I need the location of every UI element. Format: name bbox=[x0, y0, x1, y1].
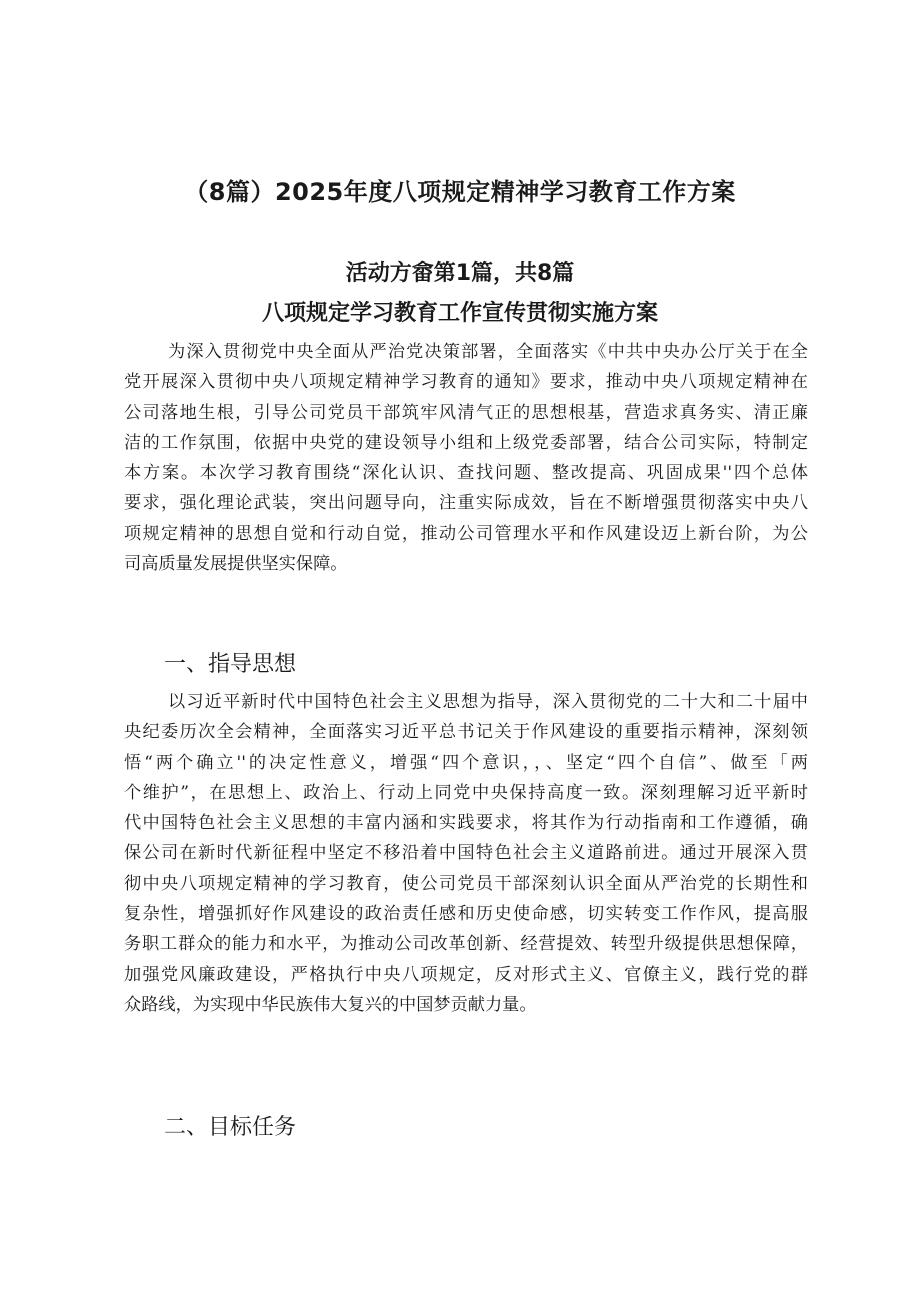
paragraph-line: 务职工群众的能力和水平，为推动公司改革创新、经营提效、转型升级提供思想保障， bbox=[124, 934, 808, 955]
paragraph-line: 复杂性，增强抓好作风建设的政治责任感和历史使命感，切实转变工作作风，提高服 bbox=[124, 904, 808, 925]
paragraph-line: 司高质量发展提供坚实保障。 bbox=[124, 554, 348, 575]
section-heading-objectives: 二、目标任务 bbox=[164, 1115, 297, 1140]
document-title: （8篇）2025年度八项规定精神学习教育工作方案 bbox=[184, 178, 736, 206]
paragraph-line: 众路线，为实现中华民族伟大复兴的中国梦贡献力量。 bbox=[124, 994, 537, 1015]
guiding-thought-paragraph bbox=[124, 687, 808, 1020]
section-heading-guiding-thought: 一、指导思想 bbox=[164, 652, 297, 677]
paragraph-line: 个维护”，在思想上、政治上、行动上同党中央保持高度一致。深刻理解习近平新时 bbox=[124, 782, 808, 803]
paragraph-line: 以习近平新时代中国特色社会主义思想为指导，深入贯彻党的二十大和二十届中 bbox=[168, 692, 808, 712]
paragraph-line: 央纪委历次全会精神，全面落实习近平总书记关于作风建设的重要指示精神，深刻领 bbox=[124, 722, 808, 743]
paragraph-line: 要求，强化理论武装，突出问题导向，注重实际成效，旨在不断增强贯彻落实中央八 bbox=[124, 493, 808, 514]
paragraph-line: 保公司在新时代新征程中坚定不移沿着中国特色社会主义道路前进。通过开展深入贯 bbox=[124, 843, 808, 864]
paragraph-line: 项规定精神的思想自觉和行动自觉，推动公司管理水平和作风建设迈上新台阶，为公 bbox=[124, 523, 808, 544]
paragraph-line: 悟“两个确立''的决定性意义，增强“四个意识，，、坚定“四个自信”、做至「两 bbox=[124, 752, 808, 773]
plan-title: 八项规定学习教育工作宣传贯彻实施方案 bbox=[261, 301, 658, 326]
paragraph-line: 党开展深入贯彻中央八项规定精神学习教育的通知》要求，推动中央八项规定精神在 bbox=[124, 372, 808, 393]
paragraph-line: 本方案。本次学习教育围绕“深化认识、查找问题、整改提高、巩固成果''四个总体 bbox=[124, 463, 808, 484]
intro-paragraph bbox=[124, 337, 808, 579]
paragraph-line: 公司落地生根，引导公司党员干部筑牢风清气正的思想根基，营造求真务实、清正廉 bbox=[124, 402, 808, 423]
paragraph-line: 加强党风廉政建设，严格执行中央八项规定，反对形式主义、官僚主义，践行党的群 bbox=[124, 964, 808, 985]
paragraph-line: 代中国特色社会主义思想的丰富内涵和实践要求，将其作为行动指南和工作遵循，确 bbox=[124, 813, 808, 834]
part-indicator: 活动方畲第1篇，共8篇 bbox=[345, 261, 575, 286]
paragraph-line: 洁的工作氛围，依据中央党的建设领导小组和上级党委部署，结合公司实际，特制定 bbox=[124, 432, 808, 453]
paragraph-line: 彻中央八项规定精神的学习教育，使公司党员干部深刻认识全面从严治党的长期性和 bbox=[124, 873, 808, 894]
paragraph-line: 为深入贯彻党中央全面从严治党决策部署，全面落实《中共中央办公厅关于在全 bbox=[168, 342, 808, 362]
